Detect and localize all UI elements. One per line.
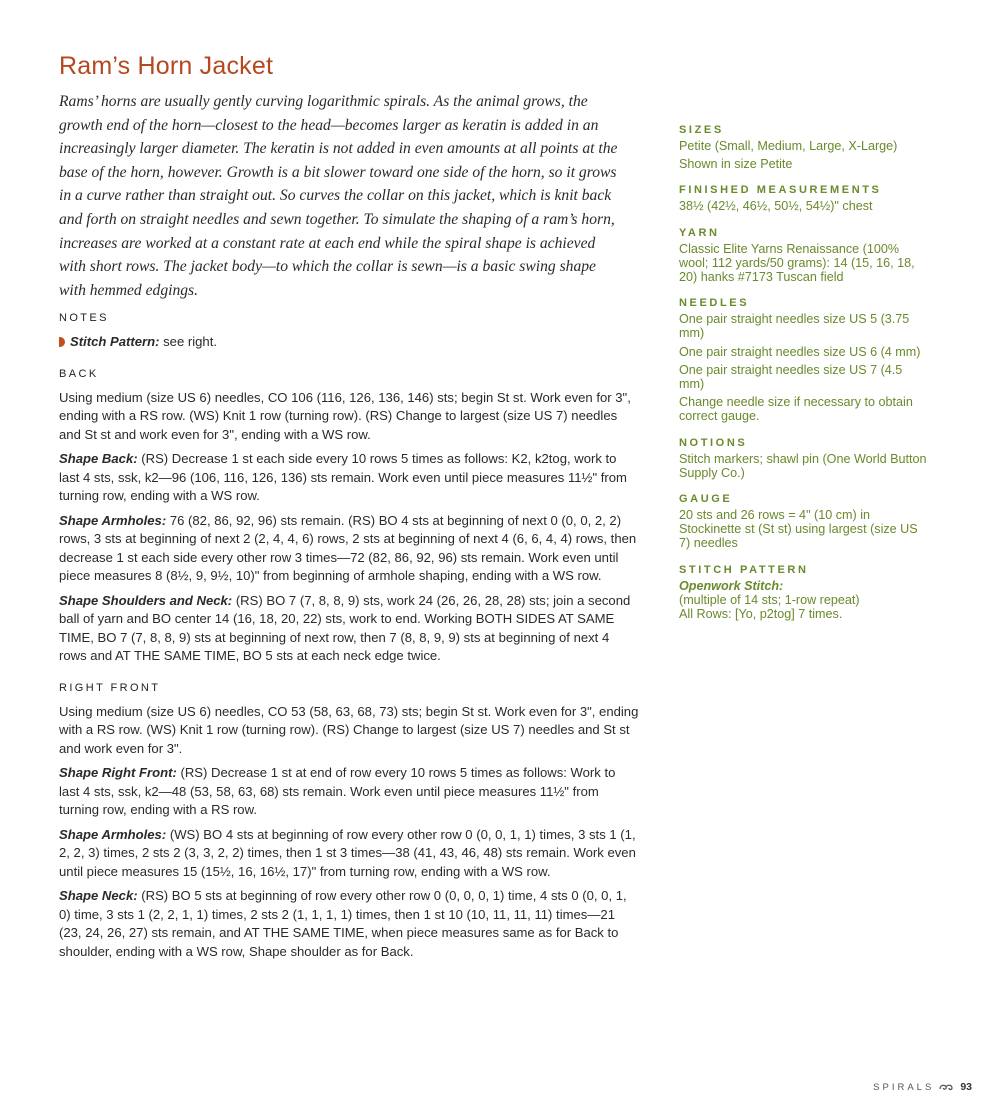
page-footer xyxy=(873,1081,972,1093)
sizes-heading: SIZES xyxy=(679,124,724,136)
right-front-section xyxy=(59,682,639,962)
yarn-section xyxy=(679,227,929,285)
shape-shoulders-paragraph: Shape Shoulders and Neck: (RS) BO 7 (7, 8, 8, 9) sts, work 24 (26, 26, 28, 28) sts; join a second ball of yarn and BO center 14 (16, 18, 20, 22) sts, work to end. Working BOTH SIDES AT SAME TIME, BO 7 (7, 8, 8, 9) sts at beginning of next row, then 7 (8, 8, 9, 9) sts at beginning of next 4 rows and AT THE SAME TIME, BO 5 sts at each neck edge twice. xyxy=(59,592,631,663)
shape-back-paragraph: Shape Back: (RS) Decrease 1 st each side every 10 rows 5 times as follows: K2, k2tog, work to last 4 sts, ssk, k2—96 (106, 116, 126, 136) sts remain. Work even until piece measures 11½" from turning row, ending with a WS row. xyxy=(59,451,627,503)
shape-armholes-label: Shape Armholes: xyxy=(59,512,167,528)
notes-heading: NOTES xyxy=(59,312,109,324)
notions-line: Stitch markers; shawl pin (One World Button Supply Co.) xyxy=(679,451,927,480)
front-shape-armholes-paragraph: Shape Armholes: (WS) BO 4 sts at beginning of row every other row 0 (0, 0, 1, 1) times, 3 sts 1 (1, 2, 2, 3) times, 2 sts 2 (3, 3, 2, 2) times, then 1 st 3 times—38 (41, 43, 46, 48) sts remain. Work even until piece measures 15 (15½, 16, 16½, 17)" from turning row, ending with a WS row. xyxy=(59,826,636,879)
sidebar-column xyxy=(679,124,929,634)
notes-item-text: see right. xyxy=(159,334,217,349)
needles-line: One pair straight needles size US 6 (4 mm) xyxy=(679,344,921,359)
back-paragraph: Using medium (size US 6) needles, CO 106 (116, 126, 136, 146) sts; begin St st. Work even for 3", ending with a RS row. (WS) Knit 1 row (turning row). (RS) Change to largest (size US 7) needles and St st and work even for 3", ending with a WS row. xyxy=(59,389,631,442)
needles-line: One pair straight needles size US 7 (4.5 mm) xyxy=(679,362,903,392)
notes-item xyxy=(59,333,639,352)
finished-measurements-line: 38½ (42½, 46½, 50½, 54½)" chest xyxy=(679,199,873,214)
back-heading: BACK xyxy=(59,367,99,380)
shape-neck-label: Shape Neck: xyxy=(59,888,138,903)
instructions-column xyxy=(59,312,639,967)
shape-back-label: Shape Back: xyxy=(59,451,138,466)
gauge-line: 20 sts and 26 rows = 4" (10 cm) in Stockinette st (St st) using largest (size US 7) needles xyxy=(679,508,918,551)
notes-section xyxy=(59,312,639,352)
needles-section xyxy=(679,297,929,423)
shape-neck-paragraph: Shape Neck: (RS) BO 5 sts at beginning of row every other row 0 (0, 0, 0, 1) time, 4 sts 0 (0, 0, 1, 0) time, 3 sts 1 (2, 2, 1, 1) times, 2 sts 2 (1, 1, 1, 1) times, then 1 st 10 (10, 11, 11, 11) times—21 (23, 24, 26, 27) sts remain, and AT THE SAME TIME, when piece measures same as for Back to shoulder, ending with a WS row, Shape shoulder as for Back. xyxy=(59,888,627,959)
stitch-pattern-label: Openwork Stitch: xyxy=(679,578,784,593)
intro-paragraph: Rams’ horns are usually gently curving logarithmic spirals. As the animal grows, the growth end of the horn—closest to the head—becomes larger as keratin is added in an increasingly larger diameter. The keratin is not added in even amounts at all points at the base of the horn, however. Growth is a bit slower toward one side of the horn, so it grows in a curve rather than straight out. So curves the collar on this jacket, which is knit back and forth on straight needles and sewn together. To simulate the shaping of a ram’s horn, increases are worked at a constant rate at each end while the spiral shape is achieved with short rows. The jacket body—to which the collar is sewn—is a basic swing shape with hemmed edgings. xyxy=(59,93,618,299)
back-section xyxy=(59,368,639,666)
finished-measurements-section xyxy=(679,184,929,213)
finished-measurements-heading: FINISHED MEASUREMENTS xyxy=(679,184,882,197)
footer-section-label: SPIRALS xyxy=(873,1081,935,1093)
front-shape-armholes-label: Shape Armholes: xyxy=(59,826,167,842)
shape-armholes-paragraph: Shape Armholes: 76 (82, 86, 92, 96) sts remain. (RS) BO 4 sts at beginning of next 0 (0, 0, 2, 2) rows, 3 sts at beginning of next 2 (2, 4, 4, 6) rows, 2 sts at beginning of next 4 (6, 6, 4, 4) rows, then decrease 1 st each side every other row 3 times—72 (82, 86, 92, 96) sts remain. Work even until piece measures 8 (8½, 9, 9½, 10)" from beginning of armhole shaping, ending with a WS row. xyxy=(59,512,637,583)
sizes-section xyxy=(679,124,929,171)
right-front-paragraph: Using medium (size US 6) needles, CO 53 (58, 63, 68, 73) sts; begin St st. Work even for 3", ending with a RS row. (WS) Knit 1 row (turning row). (RS) Change to largest (size US 7) needles and St st and work even for 3". xyxy=(59,703,639,756)
spiral-icon xyxy=(938,1082,954,1092)
notes-item-label: Stitch Pattern: xyxy=(70,334,160,349)
needles-line: One pair straight needles size US 5 (3.75 mm) xyxy=(679,312,910,341)
bullet-icon xyxy=(59,337,65,347)
stitch-pattern-line: (multiple of 14 sts; 1-row repeat) xyxy=(679,592,860,607)
notions-heading: NOTIONS xyxy=(679,436,748,449)
page-number: 93 xyxy=(960,1081,972,1093)
gauge-heading: GAUGE xyxy=(679,493,733,506)
right-front-heading: RIGHT FRONT xyxy=(59,681,161,694)
yarn-line: Classic Elite Yarns Renaissance (100% wool; 112 yards/50 grams): 14 (15, 16, 18, 20) hanks #7173 Tuscan field xyxy=(679,241,915,285)
sizes-line: Petite (Small, Medium, Large, X-Large) xyxy=(679,139,898,153)
stitch-pattern-section xyxy=(679,564,929,622)
shape-right-front-paragraph: Shape Right Front: (RS) Decrease 1 st at end of row every 10 rows 5 times as follows: Work to last 4 sts, ssk, k2—48 (53, 58, 63, 68) sts remain. Work even until piece measures 11½" from turning row, ending with a RS row. xyxy=(59,765,616,817)
gauge-section xyxy=(679,493,929,551)
page-title: Ram’s Horn Jacket xyxy=(59,52,274,80)
shape-right-front-label: Shape Right Front: xyxy=(59,765,177,780)
yarn-heading: YARN xyxy=(679,226,720,239)
sizes-shown-line: Shown in size Petite xyxy=(679,157,793,172)
notions-section xyxy=(679,437,929,480)
shape-shoulders-label: Shape Shoulders and Neck: xyxy=(59,592,233,608)
needles-heading: NEEDLES xyxy=(679,297,750,310)
needles-note: Change needle size if necessary to obtain correct gauge. xyxy=(679,395,913,424)
stitch-pattern-line: All Rows: [Yo, p2tog] 7 times. xyxy=(679,607,843,622)
stitch-pattern-heading: STITCH PATTERN xyxy=(679,563,809,576)
